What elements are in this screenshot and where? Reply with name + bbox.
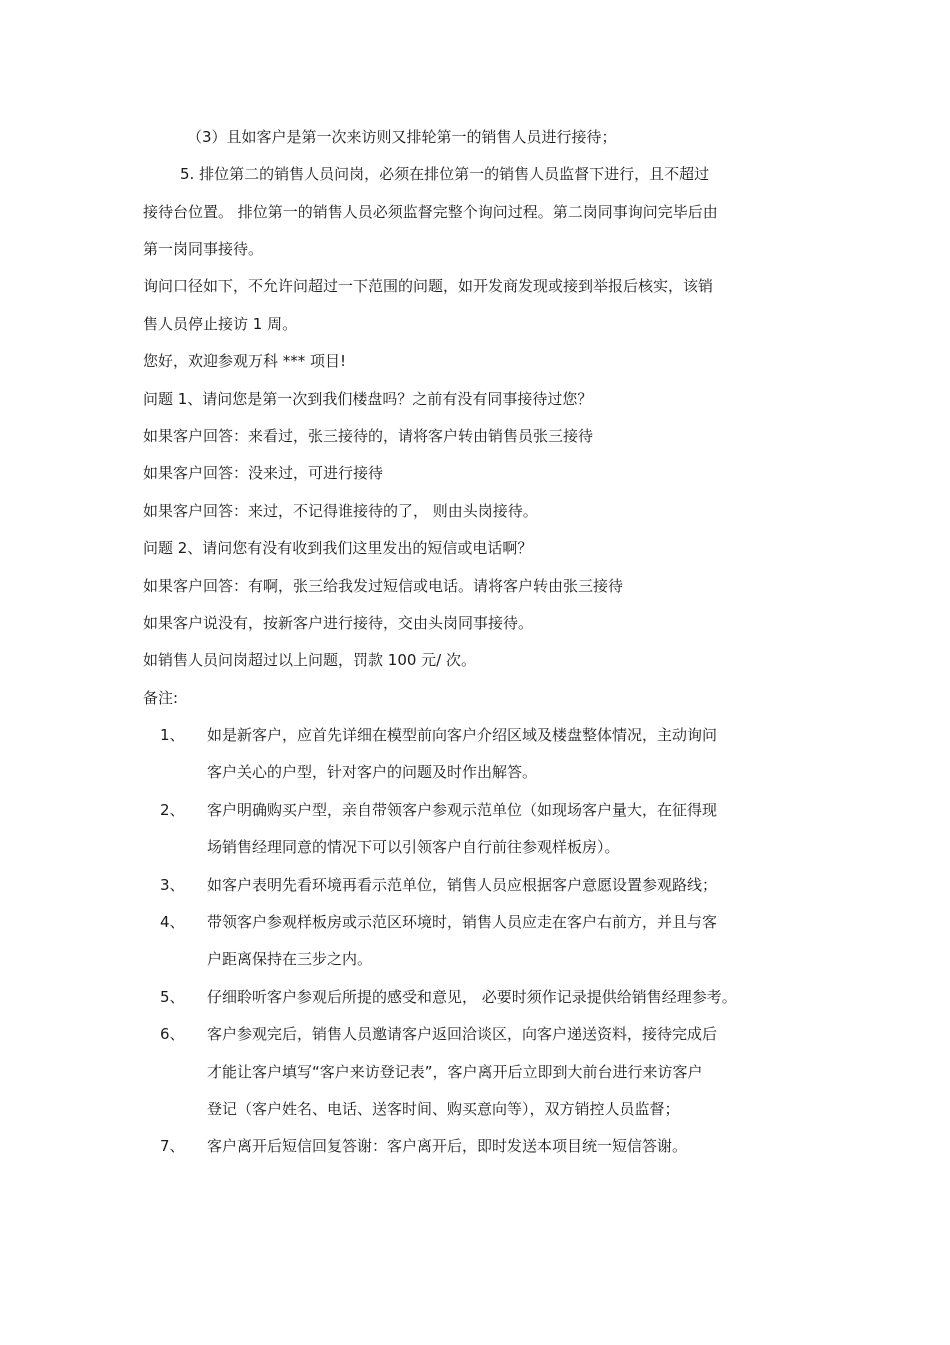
note-line: 登记（客户姓名、电话、送客时间、购买意向等），双方销控人员监督； (207, 1100, 680, 1118)
note-number: 1、 (160, 726, 185, 744)
fine-line: 如销售人员问岗超过以上问题，罚款 100 元/ 次。 (143, 651, 476, 669)
answer-4: 如果客户回答：有啊，张三给我发过短信或电话。请将客户转由张三接待 (143, 577, 624, 595)
note-line: 带领客户参观样板房或示范区环境时，销售人员应走在客户右前方，并且与客 (207, 913, 718, 931)
notes-title: 备注: (143, 689, 179, 707)
note-number: 3、 (160, 876, 185, 894)
answer-2: 如果客户回答：没来过，可进行接待 (143, 464, 384, 482)
note-line: 客户离开后短信回复答谢：客户离开后，即时发送本项目统一短信答谢。 (207, 1137, 688, 1155)
answer-5: 如果客户说没有，按新客户进行接待，交由头岗同事接待。 (143, 614, 534, 632)
intro-line-1: （3）且如客户是第一次来访则又排轮第一的销售人员进行接待； (187, 128, 617, 146)
answer-1: 如果客户回答：来看过，张三接待的，请将客户转由销售员张三接待 (143, 427, 594, 445)
note-number: 7、 (160, 1137, 185, 1155)
note-number: 6、 (160, 1025, 185, 1043)
intro-line-4: 第一岗同事接待。 (143, 240, 264, 258)
note-line: 客户关心的户型，针对客户的问题及时作出解答。 (207, 763, 538, 781)
intro-line-6: 售人员停止接访 1 周。 (143, 315, 298, 333)
note-line: 如客户表明先看环境再看示范单位，销售人员应根据客户意愿设置参观路线； (207, 876, 718, 894)
question-1: 问题 1、请问您是第一次到我们楼盘吗？之前有没有同事接待过您？ (143, 390, 593, 408)
intro-line-3: 接待台位置。 排位第一的销售人员必须监督完整个询问过程。第二岗同事询问完毕后由 (143, 203, 718, 221)
answer-3: 如果客户回答：来过，不记得谁接待的了， 则由头岗接待。 (143, 502, 538, 520)
note-number: 5、 (160, 988, 185, 1006)
note-line: 客户明确购买户型，亲自带领客户参观示范单位（如现场客户量大，在征得现 (207, 801, 718, 819)
greeting-line: 您好，欢迎参观万科 *** 项目! (143, 352, 347, 370)
note-line: 如是新客户，应首先详细在模型前向客户介绍区域及楼盘整体情况，主动询问 (207, 726, 718, 744)
intro-line-2: 5. 排位第二的销售人员问岗，必须在排位第一的销售人员监督下进行，且不超过 (180, 165, 710, 183)
intro-line-5: 询问口径如下，不允许问超过一下范围的问题，如开发商发现或接到举报后核实，该销 (143, 277, 714, 295)
question-2: 问题 2、请问您有没有收到我们这里发出的短信或电话啊？ (143, 539, 533, 557)
note-number: 2、 (160, 801, 185, 819)
note-line: 场销售经理同意的情况下可以引领客户自行前往参观样板房）。 (207, 838, 620, 856)
note-line: 户距离保持在三步之内。 (207, 950, 373, 968)
note-line: 仔细聆听客户参观后所提的感受和意见， 必要时须作记录提供给销售经理参考。 (207, 988, 737, 1006)
note-line: 才能让客户填写“客户来访登记表”，客户离开后立即到大前台进行来访客户 (207, 1063, 703, 1081)
note-number: 4、 (160, 913, 185, 931)
note-line: 客户参观完后，销售人员邀请客户返回洽谈区，向客户递送资料，接待完成后 (207, 1025, 718, 1043)
